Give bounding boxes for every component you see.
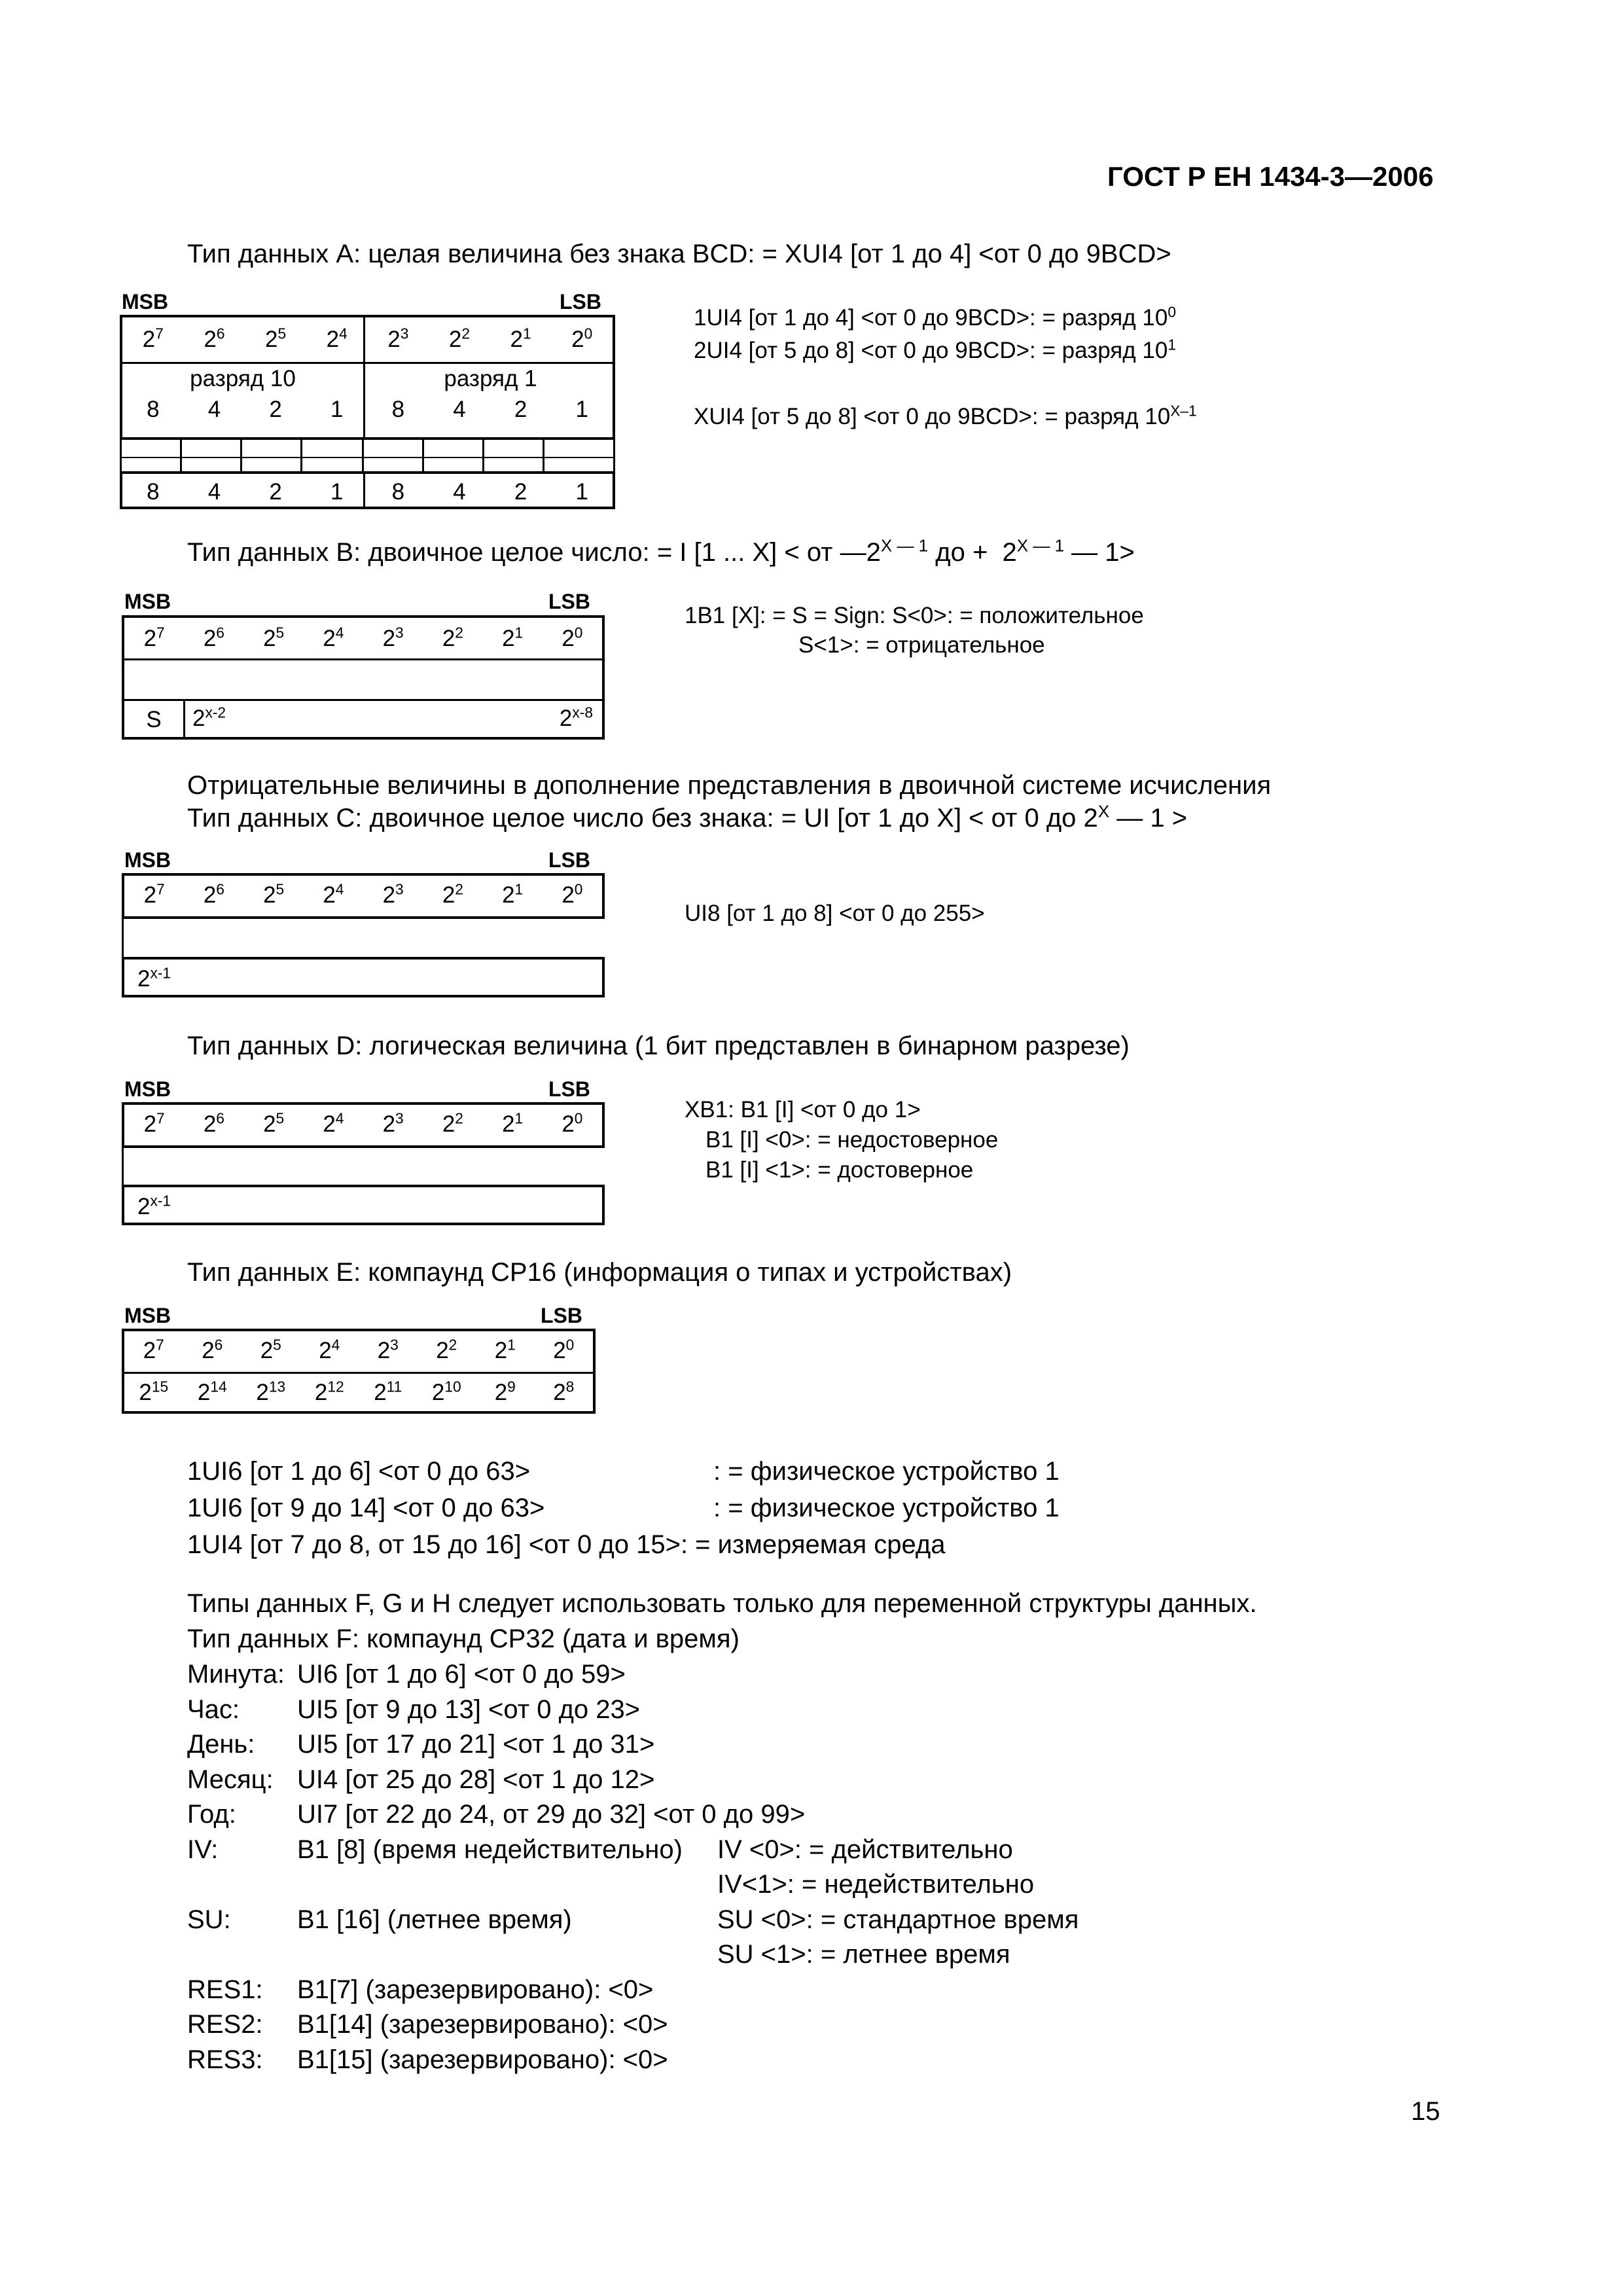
type-a-weights	[122, 397, 613, 423]
type-b-high-power: 2$^{x-2}$	[192, 704, 226, 731]
bcd-weight-cell: 2	[514, 397, 527, 422]
type-a-register	[120, 315, 615, 440]
bit-weight-cell: $2^4$	[323, 1109, 344, 1137]
type-d-note-3: B1 [I] <1>: = достоверное	[705, 1157, 974, 1183]
field-definition: UI5 [от 17 до 21] <от 1 до 31>	[297, 1730, 655, 1759]
bcd-weight-cell: 4	[453, 479, 466, 505]
type-a-bit-row	[122, 327, 613, 353]
field-key: RES1:	[187, 1975, 263, 2004]
digit-10-label: разряд 10	[190, 366, 296, 391]
bit-weight-cell: $2^9$	[494, 1378, 516, 1405]
bit-weight-cell: $2^0$	[553, 1336, 575, 1363]
bit-weight-cell: $2^6$	[203, 1109, 224, 1137]
bit-weight-cell: $2^5$	[263, 880, 285, 908]
bit-weight-cell: $2^1$	[502, 880, 524, 908]
field-value-meaning: SU <1>: = летнее время	[717, 1940, 1010, 1969]
type-c-title: Тип данных С: двоичное целое число без знака: = UI [от 1 до X] < от 0 до $2^X$ — 1 >	[187, 801, 1188, 833]
msb-label: MSB	[122, 290, 169, 314]
field-definition: UI6 [от 1 до 6] <от 0 до 59>	[297, 1660, 626, 1689]
type-a-title: Тип данных А: целая величина без знака BCD: = XUI4 [от 1 до 4] <от 0 до 9BCD>	[187, 240, 1171, 268]
bit-weight-cell: $2^2$	[442, 1109, 463, 1137]
type-e-register	[122, 1329, 596, 1414]
type-c-bit-row	[124, 882, 602, 908]
bit-weight-cell: $2^{11}$	[374, 1378, 402, 1405]
type-e-bit-row-high	[124, 1380, 593, 1406]
type-c-register-top	[122, 873, 605, 919]
type-e-def-3: 1UI4 [от 7 до 8, от 15 до 16] <от 0 до 15>: = измеряемая среда	[187, 1530, 946, 1559]
field-value-meaning: IV<1>: = недействительно	[717, 1870, 1035, 1899]
bcd-weight-cell: 1	[330, 397, 344, 422]
type-a-note-1: 1UI4 [от 1 до 4] <от 0 до 9BCD>: = разряд $10^0$	[694, 303, 1176, 331]
bcd-weight-cell: 8	[391, 479, 405, 505]
type-b-title: Тип данных В: двоичное целое число: = I [1 ... X] < от $—2^{X — 1}$ до + $2^{X — 1}$ — 1>	[187, 535, 1135, 567]
bit-weight-cell: $2^3$	[382, 624, 404, 651]
field-key: День:	[187, 1730, 255, 1759]
bit-weight-cell: $2^7$	[143, 624, 165, 651]
type-a-last-byte	[120, 471, 615, 509]
bit-weight-cell: $2^8$	[553, 1378, 575, 1405]
field-definition: B1[7] (зарезервировано): <0>	[297, 1975, 654, 2004]
bit-weight-cell: $2^5$	[263, 1109, 285, 1137]
digit-1-label: разряд 1	[444, 366, 537, 391]
type-a-note-2: 2UI4 [от 5 до 8] <от 0 до 9BCD>: = разряд $10^1$	[694, 336, 1176, 363]
type-c-note: UI8 [от 1 до 8] <от 0 до 255>	[685, 901, 985, 926]
msb-label: MSB	[124, 1077, 171, 1101]
bcd-weight-cell: 8	[147, 479, 160, 505]
bit-weight-cell: $2^2$	[448, 325, 470, 352]
lsb-label: LSB	[541, 1304, 582, 1327]
bit-weight-cell: $2^{12}$	[314, 1378, 344, 1405]
type-b-register	[122, 615, 605, 740]
bit-weight-cell: $2^1$	[502, 1109, 524, 1137]
field-definition: UI4 [от 25 до 28] <от 1 до 12>	[297, 1765, 655, 1794]
type-a-continuation	[120, 440, 615, 474]
msb-label: MSB	[124, 1304, 171, 1327]
type-a-note-3: XUI4 [от 5 до 8] <от 0 до 9BCD>: = разряд $10^{X-1}$	[694, 402, 1197, 429]
type-d-register-top	[122, 1102, 605, 1148]
field-definition: B1 [16] (летнее время)	[297, 1905, 572, 1934]
field-key: Минута:	[187, 1660, 285, 1689]
field-definition: UI5 [от 9 до 13] <от 0 до 23>	[297, 1695, 641, 1724]
bcd-weight-cell: 4	[207, 397, 221, 422]
lsb-label: LSB	[548, 848, 590, 872]
bit-weight-cell: $2^1$	[502, 624, 524, 651]
type-f-intro: Типы данных F, G и H следует использовать только для переменной структуры данных.	[187, 1589, 1257, 1618]
bit-weight-cell: $2^1$	[510, 325, 531, 352]
msb-label: MSB	[124, 848, 171, 872]
bit-weight-cell: $2^0$	[562, 1109, 583, 1137]
bit-weight-cell: $2^2$	[436, 1336, 457, 1363]
type-e-def-1-right: : = физическое устройство 1	[713, 1457, 1060, 1486]
field-key: Час:	[187, 1695, 240, 1724]
field-key: RES2:	[187, 2010, 263, 2039]
type-c-register-bottom	[122, 957, 605, 997]
type-b-low-power: 2$^{x-8}$	[559, 704, 593, 731]
bcd-weight-cell: 1	[330, 479, 344, 505]
lsb-label: LSB	[548, 590, 590, 613]
field-definition: B1[14] (зарезервировано): <0>	[297, 2010, 668, 2039]
type-d-bit-row	[124, 1111, 602, 1138]
bit-weight-cell: $2^7$	[142, 325, 164, 352]
bit-weight-cell: $2^4$	[323, 624, 344, 651]
bcd-weight-cell: 8	[391, 397, 405, 422]
page-number: 15	[1411, 2097, 1440, 2126]
bit-weight-cell: $2^2$	[442, 624, 463, 651]
bit-weight-cell: $2^6$	[203, 880, 224, 908]
field-definition: B1[15] (зарезервировано): <0>	[297, 2045, 668, 2074]
bit-weight-cell: $2^0$	[562, 880, 583, 908]
bit-weight-cell: $2^5$	[263, 624, 285, 651]
type-b-bit-row	[124, 626, 602, 652]
type-e-def-2-left: 1UI6 [от 9 до 14] <от 0 до 63>	[187, 1494, 545, 1522]
bit-weight-cell: $2^{13}$	[256, 1378, 286, 1405]
bit-weight-cell: $2^5$	[260, 1336, 281, 1363]
type-d-note-1: XB1: B1 [I] <от 0 до 1>	[685, 1097, 921, 1122]
bit-weight-cell: $2^{15}$	[139, 1378, 169, 1405]
bit-weight-cell: $2^{10}$	[431, 1378, 461, 1405]
sign-bit: S	[146, 707, 162, 732]
bit-weight-cell: $2^3$	[387, 325, 409, 352]
bit-weight-cell: $2^4$	[326, 325, 348, 352]
field-key: Год:	[187, 1800, 236, 1829]
bit-weight-cell: $2^7$	[143, 1336, 164, 1363]
lsb-label: LSB	[548, 1077, 590, 1101]
bit-weight-cell: $2^3$	[382, 880, 404, 908]
type-e-def-2-right: : = физическое устройство 1	[713, 1494, 1060, 1522]
type-d-power: 2$^{x-1}$	[137, 1192, 171, 1219]
field-key: RES3:	[187, 2045, 263, 2074]
bit-weight-cell: $2^3$	[382, 1109, 404, 1137]
field-key: SU:	[187, 1905, 231, 1934]
lsb-label: LSB	[560, 290, 601, 314]
bcd-weight-cell: 2	[269, 479, 282, 505]
type-b-note-2: S<1>: = отрицательное	[798, 632, 1045, 658]
field-value-meaning: SU <0>: = стандартное время	[717, 1905, 1079, 1934]
type-c-preface: Отрицательные величины в дополнение представления в двоичной системе исчисления	[187, 771, 1272, 800]
bcd-weight-cell: 2	[514, 479, 527, 505]
bit-weight-cell: $2^6$	[204, 325, 225, 352]
bit-weight-cell: $2^2$	[442, 880, 463, 908]
bit-weight-cell: $2^0$	[562, 624, 583, 651]
bit-weight-cell: $2^7$	[143, 880, 165, 908]
type-e-title: Тип данных E: компаунд CP16 (информация о типах и устройствах)	[187, 1258, 1012, 1287]
type-d-register-bottom	[122, 1185, 605, 1225]
type-b-note-1: 1B1 [X]: = S = Sign: S<0>: = положительное	[685, 603, 1144, 628]
msb-label: MSB	[124, 590, 171, 613]
type-a-last-weights	[122, 479, 613, 505]
type-d-note-2: B1 [I] <0>: = недостоверное	[705, 1127, 999, 1153]
type-c-power: 2$^{x-1}$	[137, 964, 171, 992]
type-f-title: Тип данных F: компаунд CP32 (дата и время)	[187, 1624, 740, 1653]
bcd-weight-cell: 1	[575, 397, 588, 422]
bit-weight-cell: $2^3$	[377, 1336, 399, 1363]
bit-weight-cell: $2^0$	[571, 325, 593, 352]
bcd-weight-cell: 4	[207, 479, 221, 505]
field-value-meaning: IV <0>: = действительно	[717, 1835, 1013, 1864]
type-e-def-1-left: 1UI6 [от 1 до 6] <от 0 до 63>	[187, 1457, 531, 1486]
field-key: Месяц:	[187, 1765, 274, 1794]
field-definition: UI7 [от 22 до 24, от 29 до 32] <от 0 до 99>	[297, 1800, 806, 1829]
document-code: ГОСТ Р ЕН 1434-3—2006	[1107, 161, 1434, 192]
bcd-weight-cell: 8	[147, 397, 160, 422]
type-e-bit-row-low	[124, 1338, 593, 1364]
bit-weight-cell: $2^{14}$	[197, 1378, 227, 1405]
field-key: IV:	[187, 1835, 219, 1864]
type-d-title: Тип данных D: логическая величина (1 бит представлен в бинарном разрезе)	[187, 1031, 1130, 1060]
bcd-weight-cell: 1	[575, 479, 588, 505]
bit-weight-cell: $2^5$	[265, 325, 287, 352]
bit-weight-cell: $2^6$	[202, 1336, 223, 1363]
bit-weight-cell: $2^1$	[494, 1336, 516, 1363]
bit-weight-cell: $2^7$	[143, 1109, 165, 1137]
bcd-weight-cell: 2	[269, 397, 282, 422]
bit-weight-cell: $2^4$	[319, 1336, 340, 1363]
bit-weight-cell: $2^4$	[323, 880, 344, 908]
bit-weight-cell: $2^6$	[203, 624, 224, 651]
bcd-weight-cell: 4	[453, 397, 466, 422]
field-definition: B1 [8] (время недействительно)	[297, 1835, 683, 1864]
